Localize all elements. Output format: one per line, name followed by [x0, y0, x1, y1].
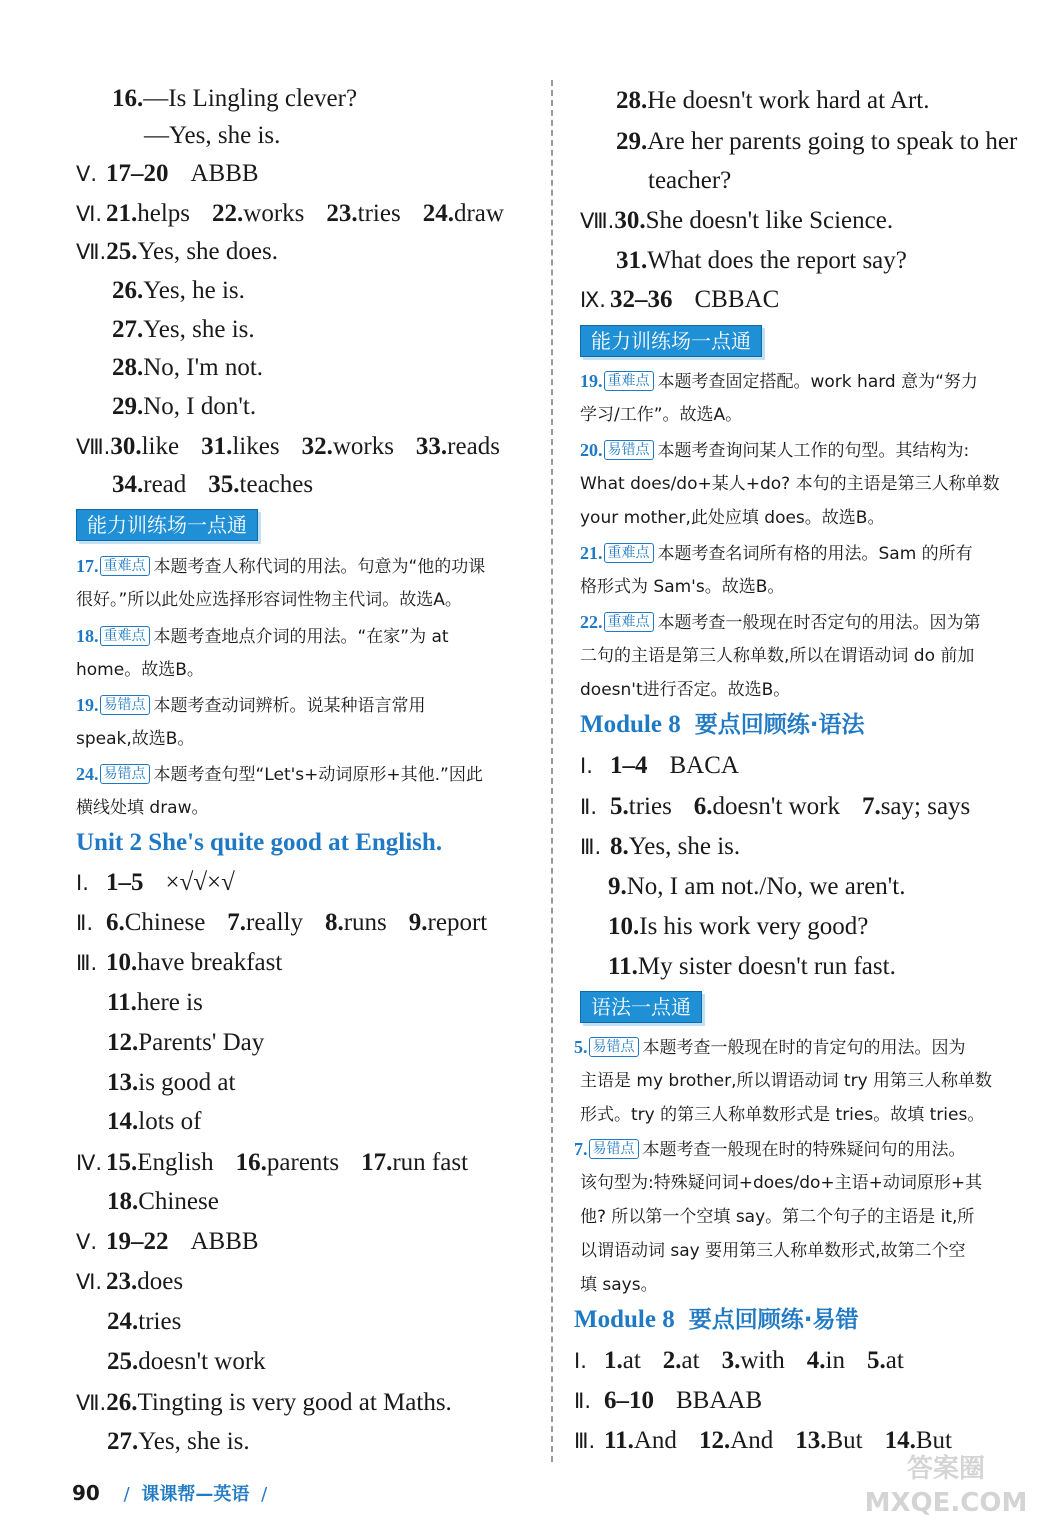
- section-numeral: Ⅵ.: [76, 202, 103, 226]
- answer-line: [112, 84, 545, 114]
- item-number: 26.: [112, 277, 144, 304]
- explanation-line: [580, 1064, 992, 1098]
- answer-text: like: [141, 433, 180, 460]
- section-numeral: Ⅴ.: [76, 162, 98, 186]
- answer-text: is good at: [138, 1069, 236, 1096]
- item-number: 32–36: [610, 286, 673, 313]
- explanation-text: 他? 所以第一个空填 say。第二个句子的主语是 it,所: [580, 1207, 975, 1227]
- explanation-line: [580, 570, 784, 604]
- answer-line: [107, 988, 545, 1018]
- answer-line: [608, 952, 1042, 982]
- explanation-text: 本题考查一般现在时的特殊疑问句的用法。: [642, 1140, 966, 1160]
- item-number: 14.: [884, 1427, 916, 1454]
- explanation-text: 本题考查名词所有格的用法。Sam 的所有: [657, 544, 973, 564]
- answer-text: really: [246, 909, 303, 936]
- watermark-logo: [858, 1452, 1034, 1526]
- answer-text: works: [332, 433, 394, 460]
- explanation-text: 主语是 my brother,所以谓语动词 try 用第三人称单数: [580, 1071, 993, 1091]
- explanation-text: 本题考查人称代词的用法。句意为“他的功课: [153, 557, 486, 577]
- item-number: 3.: [721, 1347, 741, 1374]
- section-banner: 语法一点通: [580, 991, 702, 1023]
- explanation-line: [76, 757, 483, 791]
- answer-text: with: [740, 1347, 785, 1374]
- answer-line: [76, 159, 545, 189]
- explanation-text: 二句的主语是第三人称单数,所以在谓语动词 do 前加: [580, 646, 975, 666]
- section-numeral: Ⅱ.: [76, 911, 94, 935]
- explanation-line: [580, 467, 1000, 501]
- section-banner: 能力训练场一点通: [76, 509, 258, 541]
- item-number: 16.: [235, 1149, 267, 1176]
- difficulty-tag: 易错点: [604, 440, 654, 460]
- answer-line: [76, 1388, 545, 1418]
- answer-text: read: [143, 471, 187, 498]
- section-heading: [76, 827, 442, 859]
- question-number: 21.: [580, 543, 603, 563]
- answer-text: doesn't work: [138, 1348, 266, 1375]
- answer-text: She doesn't like Science.: [645, 207, 894, 234]
- explanation-text: 学习/工作”。故选A。: [580, 405, 743, 425]
- answer-text: English: [137, 1149, 214, 1176]
- answer-line: [107, 1187, 545, 1217]
- explanation-line: [76, 653, 204, 687]
- answer-line: [76, 868, 545, 898]
- section-numeral: Ⅷ.: [580, 209, 615, 233]
- answer-text: What does the report say?: [647, 247, 907, 274]
- answer-text: run fast: [392, 1149, 469, 1176]
- explanation-text: 本题考查一般现在时否定句的用法。因为第: [657, 613, 981, 633]
- explanation-text: 填 says。: [580, 1275, 658, 1295]
- answer-text: at: [681, 1347, 700, 1374]
- answer-text: And: [633, 1427, 677, 1454]
- answer-text: —Is Lingling clever?: [143, 85, 358, 112]
- answer-text: No, I am not./No, we aren't.: [626, 873, 906, 900]
- section-numeral: Ⅰ.: [580, 754, 593, 778]
- explanation-line: [76, 583, 462, 617]
- explanation-line: [580, 536, 973, 570]
- answer-text: parents: [266, 1149, 340, 1176]
- item-number: 24.: [107, 1308, 139, 1335]
- answer-text: runs: [343, 909, 387, 936]
- item-number: 29.: [616, 128, 648, 155]
- difficulty-tag: 重难点: [604, 371, 654, 391]
- answer-text: Yes, she does.: [137, 238, 278, 265]
- difficulty-tag: 重难点: [604, 612, 654, 632]
- heading-title: Module 8: [580, 711, 681, 738]
- item-number: 30.: [614, 207, 646, 234]
- item-number: 19–22: [106, 1228, 169, 1255]
- item-number: 28.: [616, 87, 648, 114]
- answer-text: report: [427, 909, 488, 936]
- heading-subtitle: 要点回顾练·易错: [688, 1307, 859, 1333]
- explanation-line: [580, 1268, 658, 1302]
- footer-separator-right: /: [261, 1484, 268, 1505]
- heading-title: Module 8: [574, 1306, 675, 1333]
- answer-line: [107, 1427, 545, 1457]
- explanation-text: 本题考查询问某人工作的句型。其结构为:: [657, 441, 970, 461]
- explanation-text: 本题考查句型“Let's+动词原形+其他.”因此: [153, 765, 483, 785]
- item-number: 10.: [608, 913, 640, 940]
- explanation-text: 本题考查固定搭配。work hard 意为“努力: [657, 372, 978, 392]
- answer-text: tries: [138, 1308, 182, 1335]
- explanation-text: 格形式为 Sam's。故选B。: [580, 577, 785, 597]
- answer-line: [76, 1148, 545, 1178]
- answer-text: But: [915, 1427, 952, 1454]
- item-number: 8.: [324, 909, 344, 936]
- answer-text: CBBAC: [694, 286, 780, 313]
- answer-text: Parents' Day: [138, 1029, 265, 1056]
- answer-text: draw: [453, 200, 504, 227]
- item-number: 11.: [608, 953, 638, 980]
- answer-text: And: [730, 1427, 774, 1454]
- explanation-text: 形式。try 的第三人称单数形式是 tries。故填 tries。: [580, 1105, 985, 1125]
- item-number: 6.: [693, 793, 713, 820]
- item-number: 11.: [604, 1427, 634, 1454]
- answer-text: tries: [628, 793, 672, 820]
- answer-line: [76, 199, 545, 229]
- item-number: 24.: [422, 200, 454, 227]
- item-number: 5.: [610, 793, 629, 820]
- section-numeral: Ⅵ.: [76, 1270, 103, 1294]
- answer-text: My sister doesn't run fast.: [637, 953, 896, 980]
- answer-text: here is: [136, 989, 203, 1016]
- answer-line: [76, 1267, 545, 1297]
- item-number: 1–4: [610, 752, 648, 779]
- difficulty-tag: 易错点: [589, 1037, 639, 1057]
- section-numeral: Ⅰ.: [574, 1349, 587, 1373]
- item-number: 1–5: [106, 869, 144, 896]
- answer-line: [616, 127, 1042, 157]
- section-numeral: Ⅱ.: [574, 1389, 592, 1413]
- item-number: 8.: [610, 833, 629, 860]
- answer-line: [107, 1307, 545, 1337]
- item-number: 6–10: [604, 1387, 654, 1414]
- question-number: 19.: [580, 371, 603, 391]
- item-number: 5.: [867, 1347, 886, 1374]
- answer-line: [580, 751, 1042, 781]
- explanation-text: 该句型为:特殊疑问词+does/do+主语+动词原形+其: [580, 1173, 983, 1193]
- item-number: 9.: [408, 909, 428, 936]
- answer-text: No, I'm not.: [143, 354, 264, 381]
- item-number: 28.: [112, 354, 144, 381]
- difficulty-tag: 易错点: [100, 695, 150, 715]
- section-numeral: Ⅸ.: [580, 288, 606, 312]
- section-numeral: Ⅱ.: [580, 795, 598, 819]
- answer-text: say; says: [880, 793, 971, 820]
- item-number: 34.: [112, 471, 144, 498]
- answer-text: ×√√×√: [165, 869, 235, 896]
- footer-separator-left: /: [123, 1484, 130, 1505]
- answer-line: [616, 246, 1042, 276]
- explanation-line: [580, 1098, 984, 1132]
- explanation-line: [580, 605, 981, 639]
- watermark-text: 答案圈: [906, 1454, 985, 1484]
- item-number: 31.: [201, 433, 233, 460]
- item-number: 21.: [106, 200, 138, 227]
- item-number: 16.: [112, 85, 144, 112]
- answer-line: [112, 276, 545, 306]
- item-number: 32.: [301, 433, 333, 460]
- answer-text: ABBB: [190, 160, 259, 187]
- section-numeral: Ⅲ.: [580, 835, 602, 859]
- answer-text: Yes, he is.: [143, 277, 245, 304]
- explanation-line: [580, 398, 742, 432]
- item-number: 22.: [212, 200, 244, 227]
- item-number: 25.: [106, 238, 138, 265]
- item-number: 31.: [616, 247, 648, 274]
- explanation-line: [574, 1132, 966, 1166]
- explanation-text: 以谓语动词 say 要用第三人称单数形式,故第二个空: [580, 1241, 966, 1261]
- answer-text: BACA: [669, 752, 739, 779]
- explanation-line: [580, 639, 974, 673]
- explanation-line: [76, 791, 209, 825]
- section-numeral: Ⅴ.: [76, 1230, 98, 1254]
- column-divider: [551, 80, 553, 1462]
- answer-text: at: [885, 1347, 904, 1374]
- section-numeral: Ⅲ.: [574, 1429, 596, 1453]
- section-numeral: Ⅶ.: [76, 240, 107, 264]
- answer-line: [574, 1346, 1042, 1376]
- explanation-line: [580, 1200, 974, 1234]
- answer-text: lots of: [138, 1108, 202, 1135]
- answer-line: [76, 948, 545, 978]
- explanation-line: [76, 549, 485, 583]
- heading-title: Unit 2 She's quite good at English.: [76, 829, 443, 856]
- item-number: 6.: [106, 909, 125, 936]
- answer-line: [107, 1107, 545, 1137]
- explanation-line: [76, 722, 194, 756]
- difficulty-tag: 重难点: [100, 556, 150, 576]
- item-number: 23.: [326, 200, 358, 227]
- difficulty-tag: 重难点: [100, 626, 150, 646]
- explanation-text: 横线处填 draw。: [76, 798, 209, 818]
- explanation-text: speak,故选B。: [76, 729, 195, 749]
- page-footer: [72, 1480, 273, 1508]
- answer-line: [76, 908, 545, 938]
- item-number: 2.: [662, 1347, 682, 1374]
- item-number: 17.: [361, 1149, 393, 1176]
- explanation-line: [580, 1166, 982, 1200]
- answer-line: [648, 166, 1042, 196]
- answer-text: teacher?: [648, 167, 732, 194]
- explanation-text: 很好。”所以此处应选择形容词性物主代词。故选A。: [76, 590, 462, 610]
- answer-line: [76, 1227, 545, 1257]
- question-number: 24.: [76, 764, 99, 784]
- item-number: 25.: [107, 1348, 139, 1375]
- item-number: 18.: [107, 1188, 139, 1215]
- question-number: 5.: [574, 1037, 588, 1057]
- answer-line: [112, 470, 545, 500]
- answer-text: likes: [232, 433, 280, 460]
- question-number: 19.: [76, 695, 99, 715]
- answer-text: Chinese: [124, 909, 206, 936]
- answer-text: Is his work very good?: [639, 913, 869, 940]
- watermark-url: MXQE.COM: [864, 1488, 1028, 1518]
- question-number: 18.: [76, 626, 99, 646]
- section-banner: 能力训练场一点通: [580, 325, 762, 357]
- answer-line: [580, 206, 1042, 236]
- item-number: 12.: [107, 1029, 139, 1056]
- answer-line: [574, 1386, 1042, 1416]
- answer-text: But: [826, 1427, 863, 1454]
- section-numeral: Ⅷ.: [76, 435, 111, 459]
- answer-text: have breakfast: [137, 949, 283, 976]
- item-number: 10.: [106, 949, 138, 976]
- answer-line: [580, 792, 1042, 822]
- difficulty-tag: 易错点: [100, 764, 150, 784]
- item-number: 9.: [608, 873, 627, 900]
- explanation-line: [76, 619, 449, 653]
- explanation-line: [580, 364, 978, 398]
- question-number: 7.: [574, 1139, 588, 1159]
- explanation-line: [580, 501, 884, 535]
- answer-text: ABBB: [190, 1228, 259, 1255]
- item-number: 17–20: [106, 160, 169, 187]
- answer-line: [608, 872, 1042, 902]
- item-number: 27.: [107, 1428, 139, 1455]
- answer-line: [112, 315, 545, 345]
- answer-text: BBAAB: [676, 1387, 763, 1414]
- answer-text: teaches: [239, 471, 314, 498]
- answer-line: [107, 1347, 545, 1377]
- item-number: 27.: [112, 316, 144, 343]
- explanation-line: [580, 433, 969, 467]
- answer-line: [580, 285, 1042, 315]
- answer-text: Yes, she is.: [628, 833, 741, 860]
- section-numeral: Ⅳ.: [76, 1151, 103, 1175]
- item-number: 23.: [106, 1268, 138, 1295]
- answer-text: He doesn't work hard at Art.: [647, 87, 930, 114]
- answer-text: doesn't work: [712, 793, 840, 820]
- answer-text: in: [825, 1347, 845, 1374]
- explanation-line: [574, 1030, 966, 1064]
- answer-text: reads: [447, 433, 500, 460]
- answer-line: [112, 392, 545, 422]
- explanation-text: 本题考查动词辨析。说某种语言常用: [153, 696, 426, 716]
- difficulty-tag: 重难点: [604, 543, 654, 563]
- answer-text: tries: [357, 200, 401, 227]
- item-number: 4.: [806, 1347, 826, 1374]
- item-number: 29.: [112, 393, 144, 420]
- answer-text: helps: [137, 200, 191, 227]
- explanation-line: [580, 673, 790, 707]
- item-number: 12.: [698, 1427, 731, 1454]
- answer-text: —Yes, she is.: [144, 122, 281, 149]
- answer-line: [107, 1068, 545, 1098]
- item-number: 15.: [106, 1149, 138, 1176]
- section-heading: [574, 1304, 858, 1336]
- answer-text: Yes, she is.: [138, 1428, 250, 1455]
- explanation-text: home。故选B。: [76, 660, 204, 680]
- question-number: 17.: [76, 556, 99, 576]
- item-number: 13.: [795, 1427, 827, 1454]
- item-number: 11.: [107, 989, 137, 1016]
- answer-line: [107, 1028, 545, 1058]
- answer-text: Chinese: [138, 1188, 219, 1215]
- item-number: 13.: [107, 1069, 139, 1096]
- item-number: 33.: [415, 433, 448, 460]
- item-number: 30.: [110, 433, 142, 460]
- book-title: 课课帮—英语: [141, 1484, 250, 1505]
- item-number: 26.: [106, 1389, 138, 1416]
- explanation-text: 本题考查一般现在时的肯定句的用法。因为: [642, 1038, 966, 1058]
- question-number: 22.: [580, 612, 603, 632]
- explanation-line: [76, 688, 426, 722]
- answer-line: [608, 912, 1042, 942]
- section-numeral: Ⅶ.: [76, 1391, 107, 1415]
- explanation-text: What does/do+某人+do? 本句的主语是第三人称单数: [580, 474, 1000, 494]
- item-number: 7.: [227, 909, 247, 936]
- explanation-line: [580, 1234, 966, 1268]
- answer-line: [76, 237, 545, 267]
- answer-text: does: [137, 1268, 184, 1295]
- answer-text: at: [622, 1347, 641, 1374]
- answer-line: [76, 432, 545, 462]
- answer-text: works: [243, 200, 305, 227]
- section-heading: [580, 709, 864, 741]
- answer-line: [580, 832, 1042, 862]
- explanation-text: doesn't进行否定。故选B。: [580, 680, 791, 700]
- answer-line: [144, 121, 545, 151]
- answer-line: [112, 353, 545, 383]
- explanation-text: 本题考查地点介词的用法。“在家”为 at: [153, 627, 449, 647]
- page-number: 90: [72, 1481, 100, 1505]
- answer-text: Yes, she is.: [143, 316, 255, 343]
- section-numeral: Ⅲ.: [76, 951, 98, 975]
- item-number: 1.: [604, 1347, 623, 1374]
- item-number: 35.: [208, 471, 240, 498]
- item-number: 14.: [107, 1108, 139, 1135]
- difficulty-tag: 易错点: [589, 1139, 639, 1159]
- heading-subtitle: 要点回顾练·语法: [694, 712, 865, 738]
- answer-text: Are her parents going to speak to her: [647, 128, 1018, 155]
- question-number: 20.: [580, 440, 603, 460]
- answer-text: No, I don't.: [143, 393, 257, 420]
- section-numeral: Ⅰ.: [76, 871, 89, 895]
- answer-line: [616, 86, 1042, 116]
- explanation-text: your mother,此处应填 does。故选B。: [580, 508, 885, 528]
- item-number: 7.: [861, 793, 881, 820]
- answer-text: Tingting is very good at Maths.: [137, 1389, 452, 1416]
